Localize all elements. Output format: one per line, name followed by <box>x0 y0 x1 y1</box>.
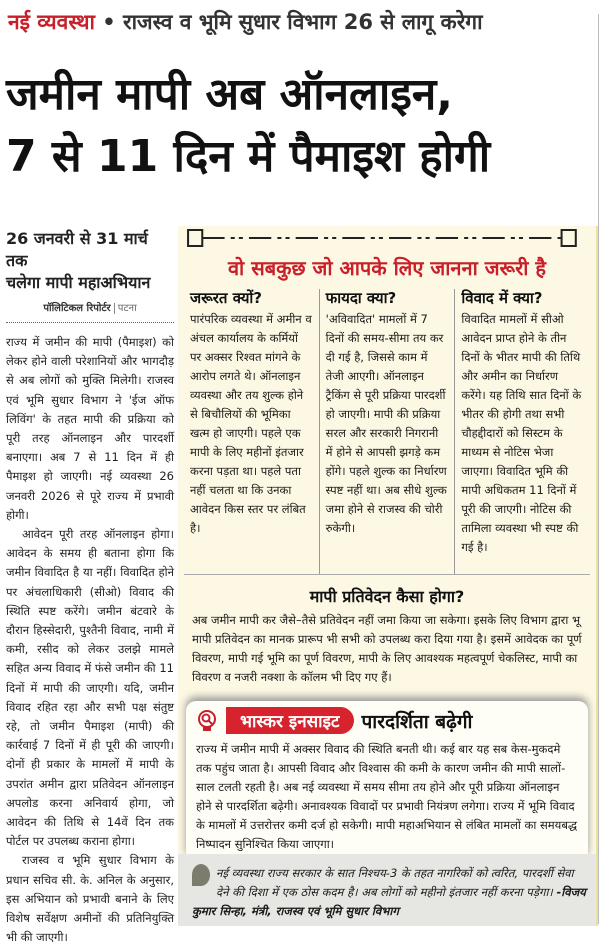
lightbulb-icon <box>196 709 218 733</box>
minister-quote <box>178 854 596 926</box>
paragraph: राज्य में जमीन की मापी (पैमाइश) को लेकर होने वाली परेशानियों और भागदौड़ से अब लोगों को मुक्ति मिलेगी। राजस्व एवं भूमि सुधार विभाग ने 'ईज ऑफ लिविंग' के तहत मापी की प्रक्रिया को पूरी तरह ऑनलाइन और पारदर्शी बनाएगा। अब 7 से 11 दिन में ही पैमाइश हो जाएगी। नई व्यवस्था 26 जनवरी 2026 से पूरे राज्य में प्रभावी होगी। <box>6 335 174 522</box>
subheading-line-1: 26 जनवरी से 31 मार्च तक <box>6 229 148 270</box>
kicker-bullet: • <box>102 10 116 34</box>
insight-panel <box>186 701 588 862</box>
faq-columns <box>184 289 590 575</box>
paragraph: आवेदन पूरी तरह ऑनलाइन होगा। आवेदन के समय ही बताना होगा कि जमीन विवादित है या नहीं। विवादित होने पर अंचलाधिकारी (सीओ) विवाद की स्थिति स्पष्ट करेंगे। जमीन बंटवारे के दौरान हिस्सेदारी, पुश्तैनी विवाद, नामी में कमी, रसीद को लेकर उलझे मामले सहित अन्य विवाद में फंसे जमीन की 11 दिनों में मापी की जाएगी। यदि, जमीन विवाद रहित रहा और सभी पक्ष संतुष्ट रहे, तो जमीन पैमाइश (मापी) की कार्रवाई 7 दिनों में ही पूरी की जाएगी। दोनों ही प्रकार के मामलों में मापी के उपरांत अमीन द्वारा प्रतिवेदन ऑनलाइन अपलोड करना अनिवार्य होगा, जो आवेदन की तिथि से 14वें दिन तक पोर्टल पर उपलब्ध कराना होगा। <box>6 527 174 849</box>
kicker <box>8 8 483 36</box>
main-story <box>6 228 174 948</box>
report-text: अब जमीन मापी कर जैसे–तैसे प्रतिवेदन नहीं जमा किया जा सकेगा। इसके लिए विभाग द्वारा भू मापी प्रतिवेदन का मानक प्रारूप भी सभी को उपलब्ध करा दिया गया है। इसमें आवेदक का पूर्ण विवरण, मापी गई भूमि का पूर्ण विवरण, मापी के लिए आवश्यक महत्वपूर्ण चेकलिस्ट, मापी का विवरण व नजरी नक्शा के कॉलम भी दिए गए हैं। <box>192 613 582 684</box>
subheading-line-2: चलेगा मापी महाअभियान <box>6 273 151 292</box>
chain-decoration-icon <box>184 226 590 250</box>
column-heading: फायदा क्या? <box>325 289 397 307</box>
story-body <box>6 333 174 948</box>
subheading <box>6 228 174 294</box>
paragraph: राजस्व व भूमि सुधार विभाग के प्रधान सचिव सी. के. अनिल के अनुसार, इस अभियान को प्रभावी बनाने के लिए विशेष सर्वेक्षण अमीनों की प्रतिनियुक्ति भी की जाएगी। <box>6 853 174 945</box>
headline <box>6 64 606 188</box>
quote-icon <box>192 864 210 886</box>
report-heading: मापी प्रतिवेदन कैसा होगा? <box>309 587 465 606</box>
byline <box>6 300 174 314</box>
dotted-divider <box>6 322 174 323</box>
column-divider <box>598 14 599 924</box>
insight-text: राज्य में जमीन मापी में अक्सर विवाद की स्थिति बनती थी। कई बार यह सब केस-मुकदमे तक पहुंच जाता है। आपसी विवाद और विश्वास की कमी के कारण जमीन की मापी सालों-साल टलती रहती है। अब नई व्यवस्था में समय सीमा तय होने और पूरी प्रक्रिया ऑनलाइन होने से पारदर्शिता बढ़ेगी। अनावश्यक विवादों पर प्रभावी नियंत्रण लगेगा। राज्य में भूमि विवाद के मामलों में उत्तरोत्तर कमी दर्ज हो सकेगी। मापी महाअभियान से लंबित मामलों का समयबद्ध निष्पादन सुनिश्चित किया जाएगा। <box>196 742 578 851</box>
kicker-label: नई व्यवस्था <box>8 10 95 34</box>
byline-place: पटना <box>114 303 137 314</box>
kicker-text: राजस्व व भूमि सुधार विभाग 26 से लागू करेगा <box>122 10 483 34</box>
insight-banner <box>196 707 578 734</box>
info-box <box>178 226 598 926</box>
column-heading: जरूरत क्यों? <box>190 289 263 307</box>
insight-title: पारदर्शिता बढ़ेगी <box>361 710 473 733</box>
column-text: पारंपरिक व्यवस्था में अमीन व अंचल कार्यालय के कर्मियों पर अक्सर रिश्वत मांगने के आरोप लगते थे। ऑनलाइन व्यवस्था और तय शुल्क होने से बिचौलियों की भूमिका खत्म हो जाएगी। पहले एक मापी के लिए महीनों इंतजार करना पड़ता था। पहले पता नहीं चलता था कि उनका आवेदन किस स्तर पर लंबित है। <box>190 312 312 535</box>
quote-attribution: -विजय कुमार सिन्हा, मंत्री, राजस्व एवं भूमि सुधार विभाग <box>192 885 586 918</box>
headline-line-2: 7 से 11 दिन में पैमाइश होगी <box>6 131 491 182</box>
byline-author: पॉलिटिकल रिपोर्टर <box>43 303 111 314</box>
insight-label: भास्कर इनसाइट <box>226 707 354 734</box>
faq-column-why <box>184 289 319 574</box>
column-heading: विवाद में क्या? <box>461 289 543 307</box>
faq-column-benefit <box>319 289 455 574</box>
quote-text: नई व्यवस्था राज्य सरकार के सात निश्चय-3 के तहत नागरिकों को त्वरित, पारदर्शी सेवा देने की दिशा में एक ठोस कदम है। अब लोगों को महीनो इंतजार नहीं करना पड़ेगा। <box>216 866 574 899</box>
faq-column-dispute <box>454 289 590 574</box>
column-text: विवादित मामलों में सीओ आवेदन प्राप्त होने के तीन दिनों के भीतर मापी की तिथि और अमीन का निर्धारण करेंगे। यह तिथि सात दिनों के भीतर की होगी तथा सभी चौहद्दीदारों को सिस्टम के माध्यम से नोटिस भेजा जाएगा। विवादित भूमि की मापी अधिकतम 11 दिनों में पूरी की जाएगी। नोटिस की तामिला व्यवस्था भी स्पष्ट की गई है। <box>461 312 582 554</box>
box-title: वो सबकुछ जो आपके लिए जानना जरूरी है <box>227 256 547 280</box>
headline-line-1: जमीन मापी अब ऑनलाइन, <box>6 69 453 120</box>
column-text: 'अविवादित' मामलों में 7 दिनों की समय-सीमा तय कर दी गई है, जिससे काम में तेजी आएगी। ऑनलाइन ट्रैकिंग से पूरी प्रक्रिया पारदर्शी हो जाएगी। मापी की प्रक्रिया सरल और सरकारी निगरानी में होने से आपसी झगड़े कम होंगे। पहले शुल्क का निर्धारण स्पष्ट नहीं था। अब सीधे शुल्क जमा होने से राजस्व की चोरी रुकेगी। <box>325 312 447 535</box>
